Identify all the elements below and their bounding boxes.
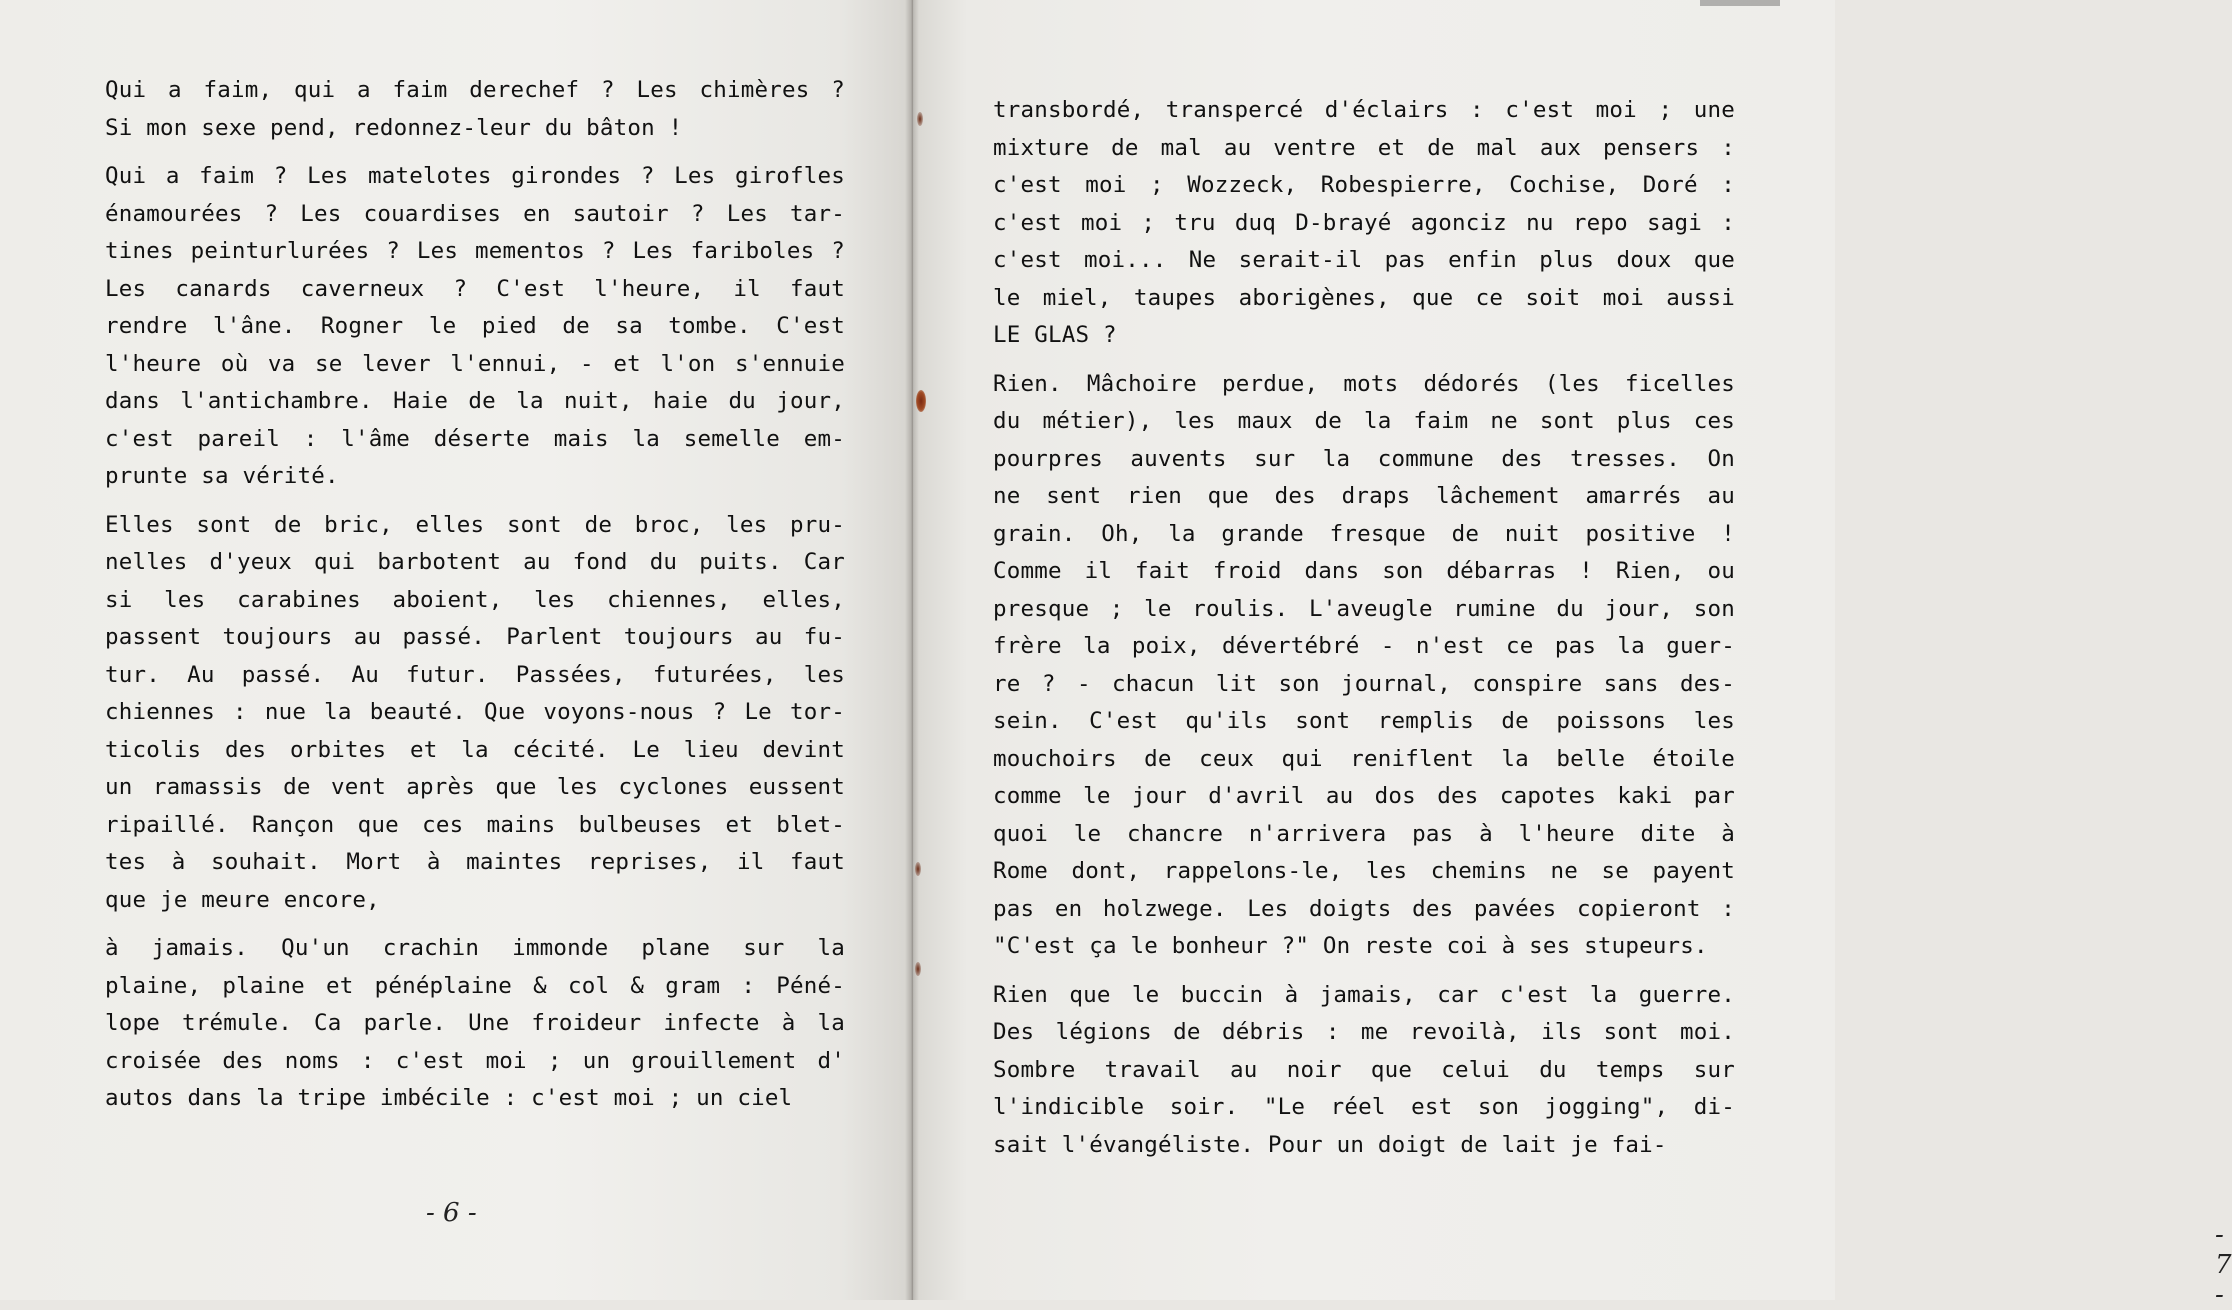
binding-stitch xyxy=(916,390,926,412)
binding-stitch xyxy=(915,962,921,976)
paragraph-gap xyxy=(105,919,845,930)
text-line: si les carabines aboient, les chiennes, elles, xyxy=(105,586,845,613)
text-line: c'est pareil : l'âme déserte mais la semelle em- xyxy=(105,425,845,452)
text-line: un ramassis de vent après que les cyclones eussent xyxy=(105,774,845,800)
text-line: c'est moi... Ne serait-il pas enfin plus doux que xyxy=(993,247,1735,273)
paragraph xyxy=(105,72,845,147)
text-line: frère la poix, dévertébré - n'est ce pas la guer- xyxy=(993,633,1735,659)
paragraph xyxy=(993,92,1735,355)
paragraph xyxy=(993,366,1735,966)
text-line: comme le jour d'avril au dos des capotes kaki par xyxy=(993,783,1735,809)
top-edge-mark xyxy=(1700,0,1780,6)
text-line: sait l'évangéliste. Pour un doigt de lait je fai- xyxy=(993,1131,1667,1158)
text-line: Rien que le buccin à jamais, car c'est la guerre. xyxy=(993,981,1735,1008)
text-line: sein. C'est qu'ils sont remplis de poissons les xyxy=(993,708,1735,734)
paragraph-gap xyxy=(993,355,1735,366)
text-line: Rien. Mâchoire perdue, mots dédorés (les ficelles xyxy=(993,370,1735,397)
text-line: Rome dont, rappelons-le, les chemins ne se payent xyxy=(993,858,1735,884)
paragraph xyxy=(105,930,845,1118)
text-line: du métier), les maux de la faim ne sont plus ces xyxy=(993,408,1735,434)
text-line: Qui a faim, qui a faim derechef ? Les chimères ? xyxy=(105,77,845,103)
text-line: dans l'antichambre. Haie de la nuit, haie du jour, xyxy=(105,388,845,414)
paragraph-gap xyxy=(105,496,845,507)
text-line: tur. Au passé. Au futur. Passées, futurées, les xyxy=(105,661,845,688)
text-line: le miel, taupes aborigènes, que ce soit moi aussi xyxy=(993,284,1735,311)
text-line: transbordé, transpercé d'éclairs : c'est moi ; une xyxy=(993,97,1735,123)
text-line: Elles sont de bric, elles sont de broc, les pru- xyxy=(105,511,845,538)
paragraph-gap xyxy=(105,147,845,158)
text-line: grain. Oh, la grande fresque de nuit positive ! xyxy=(993,520,1735,547)
text-line: Si mon sexe pend, redonnez-leur du bâton ! xyxy=(105,114,683,141)
text-line: tines peinturlurées ? Les mementos ? Les fariboles ? xyxy=(105,238,845,264)
text-line: mouchoirs de ceux qui reniflent la belle étoile xyxy=(993,745,1735,772)
text-line: presque ; le roulis. L'aveugle rumine du jour, son xyxy=(993,595,1735,622)
text-line: LE GLAS ? xyxy=(993,322,1117,348)
text-line: c'est moi ; Wozzeck, Robespierre, Cochise, Doré : xyxy=(993,172,1735,198)
text-line: chiennes : nue la beauté. Que voyons-nous ? Le tor- xyxy=(105,699,845,725)
paragraph xyxy=(105,158,845,496)
text-line: que je meure encore, xyxy=(105,886,380,913)
left-page-number: - 6 - xyxy=(426,1198,477,1228)
text-line: re ? - chacun lit son journal, conspire sans des- xyxy=(993,670,1735,697)
text-line: Sombre travail au noir que celui du temps sur xyxy=(993,1056,1735,1083)
binding-stitch xyxy=(915,862,921,876)
text-line: plaine, plaine et pénéplaine & col & gram : Péné- xyxy=(105,972,845,999)
text-line: l'heure où va se lever l'ennui, - et l'on s'ennuie xyxy=(105,350,845,377)
text-line: mixture de mal au ventre et de mal aux pensers : xyxy=(993,134,1735,161)
paragraph xyxy=(105,507,845,920)
text-line: pas en holzwege. Les doigts des pavées copieront : xyxy=(993,895,1735,922)
text-line: ticolis des orbites et la cécité. Le lieu devint xyxy=(105,736,845,763)
text-line: ripaillé. Rançon que ces mains bulbeuses et blet- xyxy=(105,811,845,838)
right-page-number: - 7 - xyxy=(2215,1220,2232,1310)
text-line: croisée des noms : c'est moi ; un grouillement d' xyxy=(105,1047,845,1074)
right-page xyxy=(912,0,2232,1310)
text-line: quoi le chancre n'arrivera pas à l'heure dite à xyxy=(993,820,1735,847)
text-line: Qui a faim ? Les matelotes girondes ? Les girofles xyxy=(105,163,845,189)
text-line: ne sent rien que des draps lâchement amarrés au xyxy=(993,483,1735,509)
text-line: c'est moi ; tru duq D-brayé agonciz nu repo sagi : xyxy=(993,209,1735,236)
paragraph-gap xyxy=(993,966,1735,977)
text-line: lope trémule. Ca parle. Une froideur infecte à la xyxy=(105,1010,845,1036)
text-line: énamourées ? Les couardises en sautoir ? Les tar- xyxy=(105,200,845,227)
text-line: rendre l'âne. Rogner le pied de sa tombe. C'est xyxy=(105,313,845,339)
text-line: "C'est ça le bonheur ?" On reste coi à ses stupeurs. xyxy=(993,933,1708,959)
paragraph xyxy=(993,977,1735,1165)
text-line: autos dans la tripe imbécile : c'est moi ; un ciel xyxy=(105,1085,793,1111)
text-line: Des légions de débris : me revoilà, ils sont moi. xyxy=(993,1019,1735,1045)
text-line: prunte sa vérité. xyxy=(105,463,339,489)
text-line: Comme il fait froid dans son débarras ! Rien, ou xyxy=(993,558,1735,584)
book-gutter xyxy=(905,0,919,1300)
text-line: nelles d'yeux qui barbotent au fond du puits. Car xyxy=(105,549,845,575)
binding-stitch xyxy=(917,112,923,126)
text-line: tes à souhait. Mort à maintes reprises, il faut xyxy=(105,849,845,875)
right-page-text xyxy=(993,92,1735,1164)
left-page-text xyxy=(105,72,845,1118)
left-page xyxy=(0,0,912,1300)
text-line: à jamais. Qu'un crachin immonde plane sur la xyxy=(105,935,845,961)
text-line: pourpres auvents sur la commune des tresses. On xyxy=(993,445,1735,472)
text-line: passent toujours au passé. Parlent toujours au fu- xyxy=(105,624,845,650)
text-line: l'indicible soir. "Le réel est son jogging", di- xyxy=(993,1094,1735,1120)
text-line: Les canards caverneux ? C'est l'heure, il faut xyxy=(105,275,845,302)
